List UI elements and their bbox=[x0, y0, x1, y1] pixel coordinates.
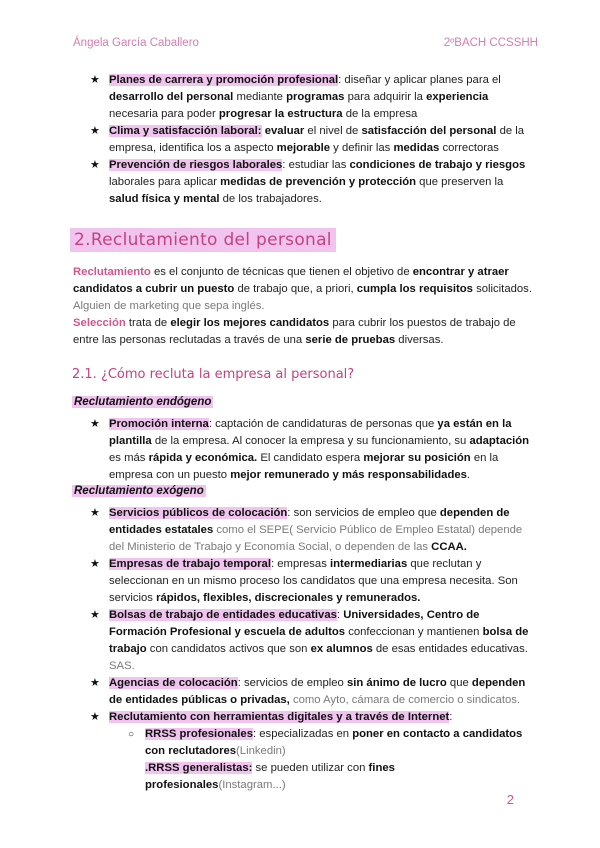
star-bullet-icon: ★ bbox=[90, 558, 100, 570]
sub-list-item: ○ RRSS profesionales: especializadas en poner en contacto a candidatos con reclutadores(Linkedin) bbox=[128, 728, 523, 757]
exogeno-heading: Reclutamiento exógeno bbox=[74, 485, 204, 497]
star-bullet-icon: ★ bbox=[90, 677, 100, 689]
list-item: ★ Promoción interna: captación de candidaturas de personas que ya están en la plantilla de la empresa. Al conocer la empresa y su funcionamiento, su adaptación es más rápida y económica. El candidato espera mejorar su posición en la empresa con un puesto mejor remunerado y más responsabilidades. bbox=[90, 418, 530, 481]
star-bullet-icon: ★ bbox=[90, 711, 100, 723]
list-item: ★ Prevención de riesgos laborales: estudiar las condiciones de trabajo y riesgos laborales para aplicar medidas de prevención y protección que preserven la salud física y mental de los trabajadores. bbox=[90, 159, 526, 205]
item-title: Planes de carrera y promoción profesional bbox=[109, 74, 339, 86]
page-number: 2 bbox=[506, 792, 514, 807]
item-title: Clima y satisfacción laboral: bbox=[109, 125, 262, 137]
list-item: ★ Agencias de colocación: servicios de empleo sin ánimo de lucro que dependen de entidades públicas o privadas, como Ayto, cámara de comercio o sindicatos. bbox=[90, 677, 526, 706]
list-item: ★ Reclutamiento con herramientas digitales y a través de Internet: bbox=[0, 709, 600, 726]
star-bullet-icon: ★ bbox=[90, 159, 100, 171]
endogeno-heading: Reclutamiento endógeno bbox=[74, 396, 212, 408]
note-text: Alguien de marketing que sepa inglés. bbox=[73, 300, 265, 312]
top-list bbox=[0, 72, 600, 208]
sub-list-item: .RRSS generalistas: se pueden utilizar con fines profesionales(Instagram...) bbox=[145, 762, 395, 791]
list-item: ★ Servicios públicos de colocación: son servicios de empleo que dependen de entidades estatales como el SEPE( Servicio Público de Empleo Estatal) depende del Ministerio de Trabajo y Economía Social, o dependen de las CCAA. bbox=[90, 507, 523, 553]
star-bullet-icon: ★ bbox=[90, 507, 100, 519]
endogeno-list bbox=[0, 416, 600, 484]
list-item: ★ Empresas de trabajo temporal: empresas intermediarias que reclutan y seleccionan en un mismo proceso los candidatos que una empresa necesita. Son servicios rápidos, flexibles, discrecionales y remunerados. bbox=[90, 558, 518, 604]
star-bullet-icon: ★ bbox=[90, 418, 100, 430]
section-heading: 2.Reclutamiento del personal bbox=[70, 228, 336, 252]
header-author: Ángela García Caballero bbox=[73, 37, 199, 49]
item-title: Prevención de riesgos laborales bbox=[109, 159, 283, 171]
exogeno-list bbox=[0, 505, 600, 794]
star-bullet-icon: ★ bbox=[90, 125, 100, 137]
list-item: ★ Planes de carrera y promoción profesional: diseñar y aplicar planes para el desarrollo del personal mediante programas para adquirir la experiencia necesaria para poder progresar la estructura de la empresa bbox=[90, 74, 501, 120]
header-course: 2ºBACH CCSSHH bbox=[443, 37, 538, 49]
star-bullet-icon: ★ bbox=[90, 609, 100, 621]
paragraph-reclutamiento: Reclutamiento es el conjunto de técnicas que tienen el objetivo de encontrar y atraer candidatos a cubrir un puesto de trabajo que, a priori, cumpla los requisitos solicitados. Alguien de marketing que sepa inglés. Selección trata de elegir los mejores candidatos para cubrir los puestos de trabajo de entre las personas reclutadas a través de una serie de pruebas diversas. bbox=[73, 266, 532, 346]
list-item: ★ Clima y satisfacción laboral: evaluar el nivel de satisfacción del personal de la empresa, identifica los a aspecto mejorable y definir las medidas correctoras bbox=[90, 125, 525, 154]
circle-bullet-icon: ○ bbox=[128, 729, 135, 740]
term-seleccion: Selección bbox=[73, 317, 126, 329]
star-bullet-icon: ★ bbox=[90, 74, 100, 86]
term-reclutamiento: Reclutamiento bbox=[73, 266, 151, 278]
subsection-heading: 2.1. ¿Cómo recluta la empresa al personal? bbox=[72, 367, 355, 382]
list-item: ★ Bolsas de trabajo de entidades educativas: Universidades, Centro de Formación Profesional y escuela de adultos confeccionan y mantienen bolsa de trabajo con candidatos activos que son ex alumnos de esas entidades educativas. SAS. bbox=[90, 609, 529, 672]
